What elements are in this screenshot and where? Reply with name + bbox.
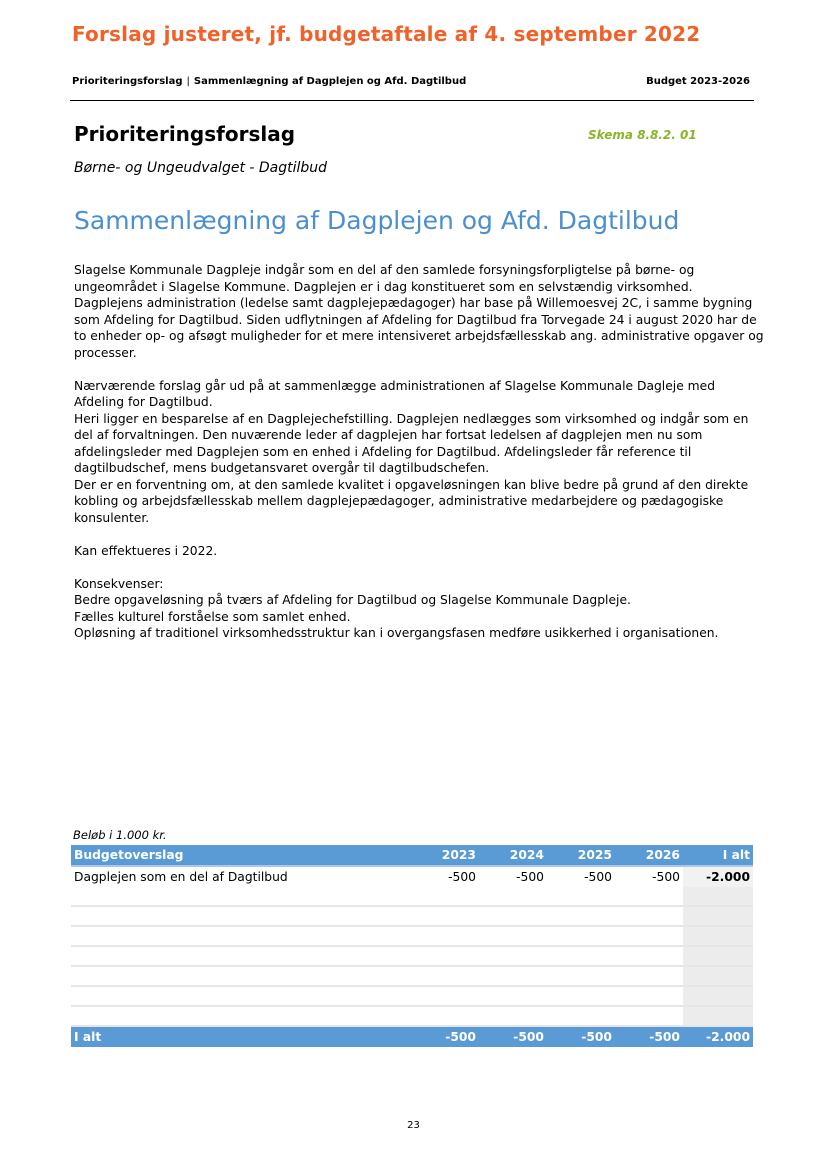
amount-unit-note: Beløb i 1.000 kr. — [73, 828, 167, 842]
table-cell: -500 — [448, 870, 476, 884]
total-cell: -500 — [411, 1026, 479, 1047]
running-header — [72, 76, 750, 87]
table-cell: -500 — [584, 870, 612, 884]
grand-total: -2.000 — [683, 1026, 753, 1047]
table-row — [71, 866, 753, 887]
running-header-left — [72, 76, 466, 87]
running-header-section: Prioriteringsforslag — [72, 76, 183, 87]
column-header: 2025 — [547, 845, 615, 866]
empty-row — [71, 946, 753, 966]
committee-subtitle: Børne- og Ungeudvalget - Dagtilbud — [74, 160, 328, 176]
proposal-banner: Forslag justeret, jf. budgetaftale af 4. september 2022 — [72, 22, 701, 46]
total-label: I alt — [71, 1026, 411, 1047]
paragraph: Slagelse Kommunale Dagpleje indgår som en del af den samlede forsyningsforpligtelse på børne- og ungeområdet i Slagelse Kommune. Dagplejen er i dag konstitueret som en selvstændig virksomhed. Dagplejens administration (ledelse samt dagplejepædagoger) har base på Willemoesvej 2C, i samme bygning som Afdeling for Dagtilbud. Siden udflytningen af Afdeling for Dagtilbud fra Torvegade 24 i august 2020 har de to enheder op- og afsøgt muligheder for et mere intensiveret arbejdsfællesskab ang. administrative opgaver og processer. — [74, 263, 764, 360]
page-number: 23 — [407, 1120, 420, 1131]
skema-number: Skema 8.8.2. 01 — [588, 128, 697, 142]
column-header: 2024 — [479, 845, 547, 866]
row-total: -2.000 — [683, 866, 753, 887]
empty-row — [71, 1006, 753, 1026]
column-header: 2023 — [411, 845, 479, 866]
empty-row — [71, 986, 753, 1006]
page-title: Prioriteringsforslag — [74, 122, 296, 146]
total-cell: -500 — [547, 1026, 615, 1047]
row-label: Dagplejen som en del af Dagtilbud — [74, 870, 288, 884]
table-cell: -500 — [652, 870, 680, 884]
paragraph: Nærværende forslag går ud på at sammenlægge administrationen af Slagelse Kommunale Dagleje med Afdeling for Dagtilbud. Heri ligger en besparelse af en Dagplejechefstilling. Dagplejen nedlægges som virksomhed og indgår som en del af forvaltningen. Den nuværende leder af dagplejen har fortsat ledelsen af dagplejen men nu som afdelingsleder med Dagplejen som en enhed i Afdeling for Dagtilbud. Afdelingsleder får reference til dagtilbudschef, mens budgetansvaret overgår til dagtilbudschefen. Der er en forventning om, at den samlede kvalitet i opgaveløsningen kan blive bedre på grund af den direkte kobling og arbejdsfællesskab mellem dagplejepædagoger, administrative medarbejdere og pædagogiske konsulenter. — [74, 378, 749, 525]
budget-table — [71, 845, 753, 1047]
empty-row — [71, 906, 753, 926]
proposal-heading: Sammenlægning af Dagplejen og Afd. Dagtilbud — [74, 206, 680, 235]
paragraph: Konsekvenser: Bedre opgaveløsning på tværs af Afdeling for Dagtilbud og Slagelse Kommunale Dagpleje. Fælles kulturel forståelse som samlet enhed. Opløsning af traditionel virksomhedsstruktur kan i overgangsfasen medføre usikkerhed i organisationen. — [74, 576, 719, 640]
total-cell: -500 — [615, 1026, 683, 1047]
table-cell: -500 — [516, 870, 544, 884]
empty-row — [71, 887, 753, 906]
running-header-separator: | — [186, 76, 190, 87]
header-rule — [70, 100, 754, 101]
column-header: 2026 — [615, 845, 683, 866]
budget-table-header — [71, 845, 753, 866]
total-row — [71, 1026, 753, 1047]
column-header: I alt — [683, 845, 753, 866]
column-header: Budgetoverslag — [71, 845, 411, 866]
running-header-topic: Sammenlægning af Dagplejen og Afd. Dagtilbud — [193, 76, 467, 87]
empty-row — [71, 966, 753, 986]
proposal-body — [74, 262, 764, 642]
empty-row — [71, 926, 753, 946]
paragraph: Kan effektueres i 2022. — [74, 543, 218, 558]
running-header-budget: Budget 2023-2026 — [646, 76, 750, 87]
total-cell: -500 — [479, 1026, 547, 1047]
